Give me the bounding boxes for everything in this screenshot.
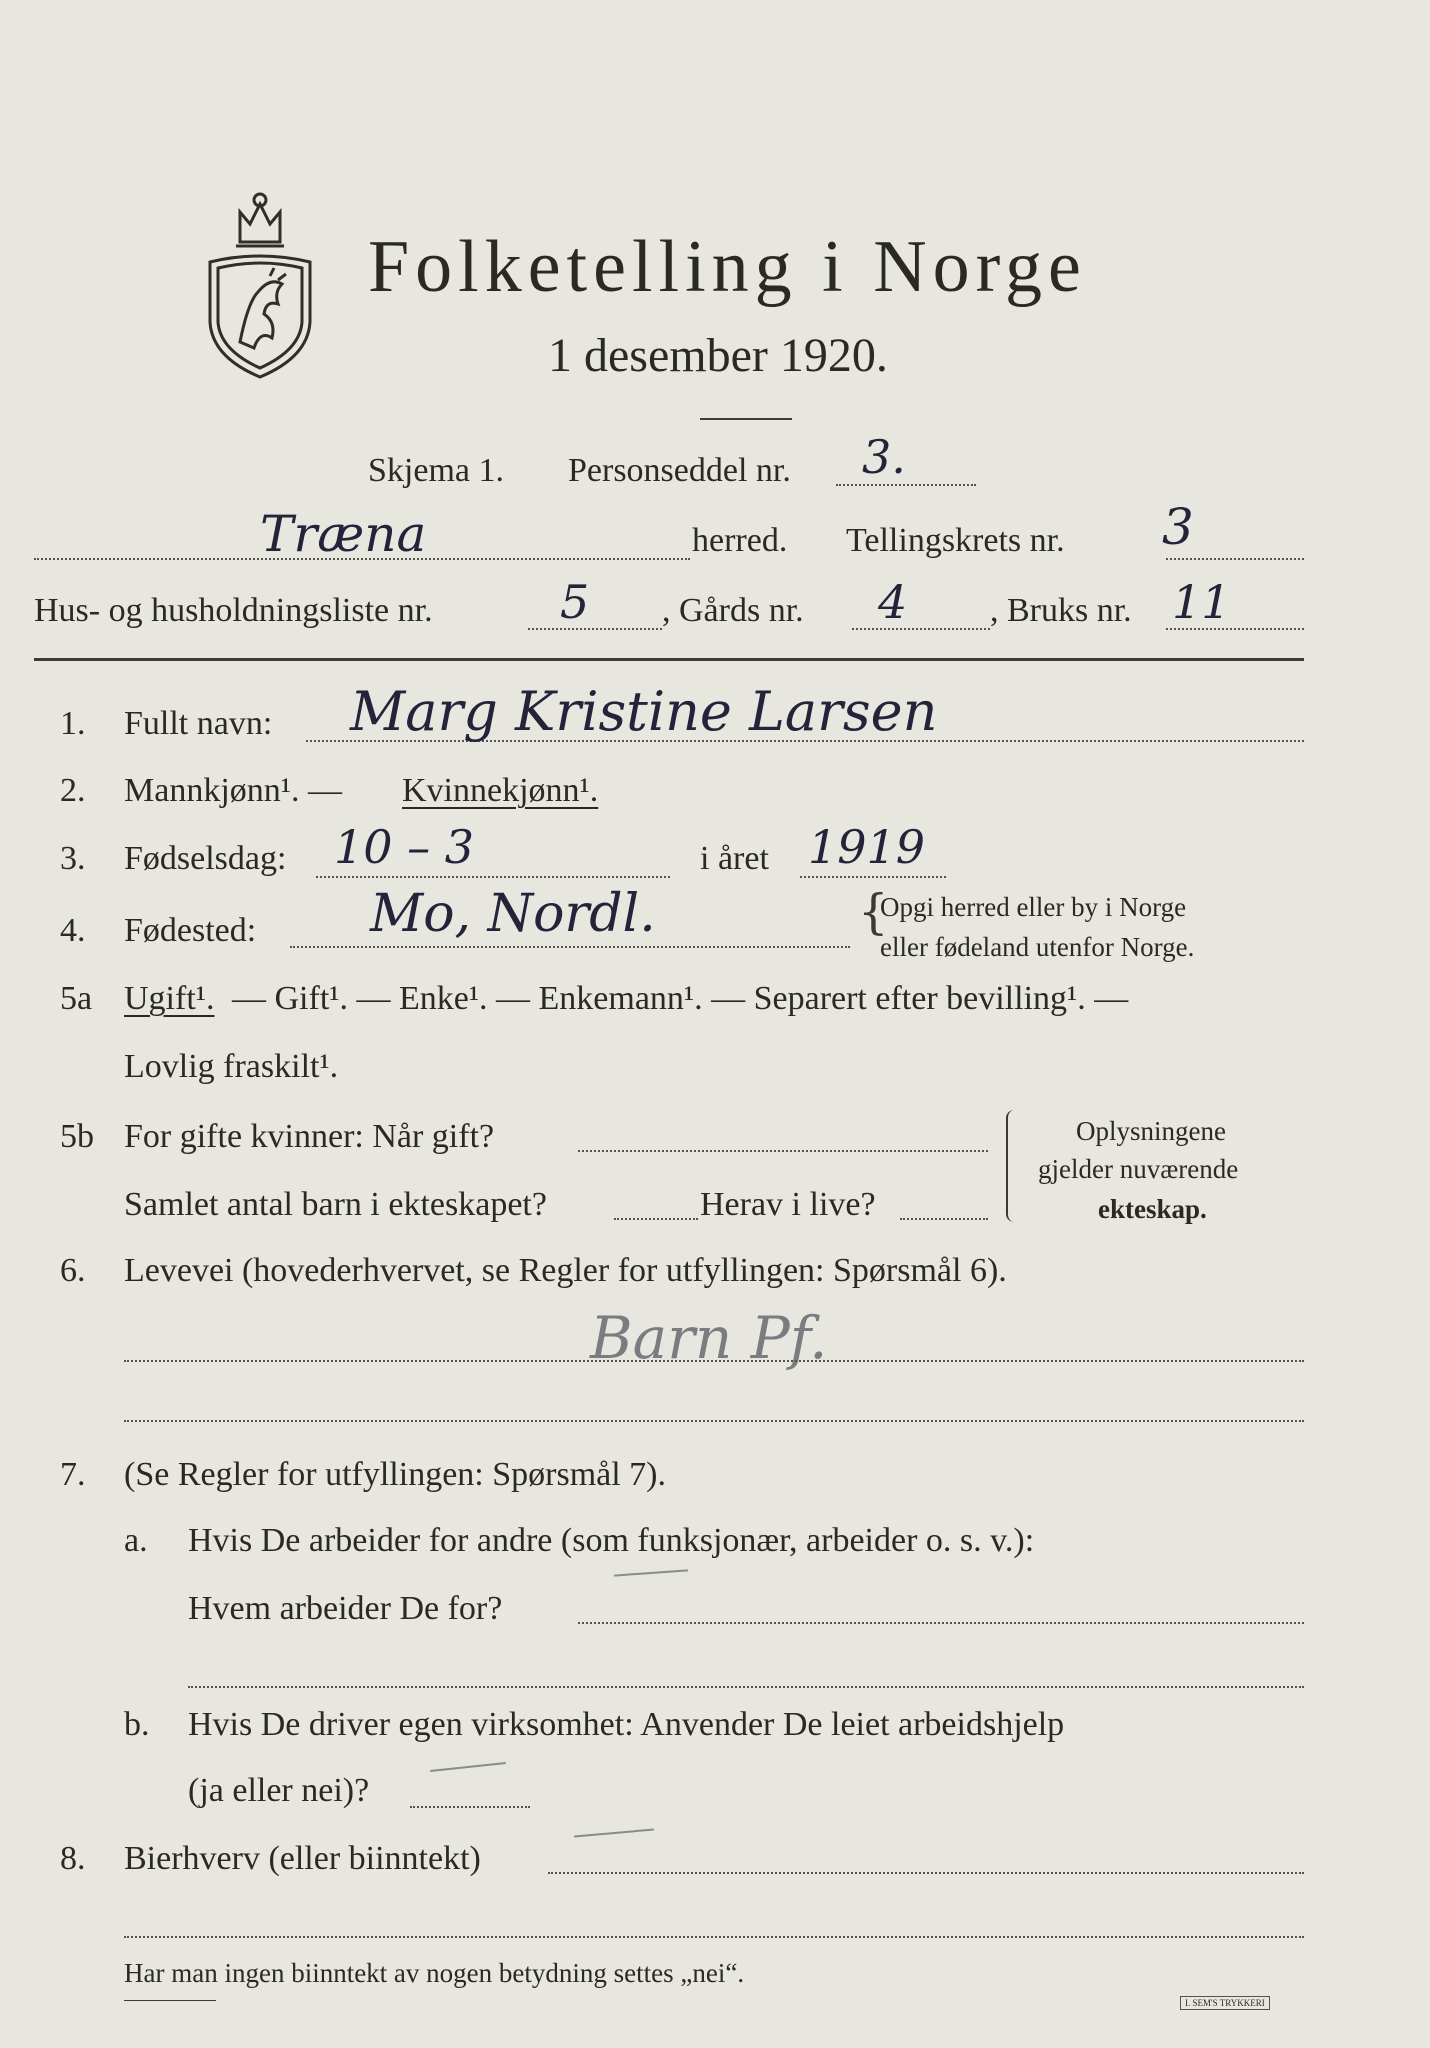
q6-line-2 bbox=[124, 1420, 1304, 1422]
bruks-value[interactable]: 11 bbox=[1172, 575, 1231, 629]
q3-label: Fødselsdag: bbox=[124, 840, 287, 877]
q4-note-2: eller fødeland utenfor Norge. bbox=[880, 932, 1195, 962]
skjema-label: Skjema 1. bbox=[368, 452, 504, 489]
q4-number: 4. bbox=[60, 912, 86, 949]
occupation-value[interactable]: Barn Pf. bbox=[590, 1304, 828, 1372]
q4-line bbox=[290, 946, 850, 948]
q7b-dash-mark bbox=[430, 1762, 506, 1772]
q5a-number: 5a bbox=[60, 980, 93, 1017]
herred-label: herred. bbox=[692, 522, 788, 559]
q7a-dash-mark bbox=[614, 1569, 688, 1576]
hus-value[interactable]: 5 bbox=[560, 575, 590, 629]
birthday-value[interactable]: 10 – 3 bbox=[334, 820, 475, 874]
gards-label: , Gårds nr. bbox=[662, 592, 804, 629]
q7-label: (Se Regler for utfyllingen: Spørsmål 7). bbox=[124, 1456, 667, 1493]
q5b-bracket bbox=[1006, 1110, 1022, 1222]
q6-line-1 bbox=[124, 1360, 1304, 1362]
hus-label: Hus- og husholdningsliste nr. bbox=[34, 592, 433, 629]
q5b-label-3: Herav i live? bbox=[700, 1186, 876, 1223]
footer-rule bbox=[124, 2000, 216, 2001]
printer-mark: I. SEM'S TRYKKERI bbox=[1180, 1996, 1270, 2010]
q7a-letter: a. bbox=[124, 1522, 148, 1559]
q8-dash-mark bbox=[574, 1829, 654, 1838]
q4-note-1: Opgi herred eller by i Norge bbox=[880, 892, 1187, 922]
personseddel-label: Personseddel nr. bbox=[568, 452, 791, 489]
q5b-number: 5b bbox=[60, 1118, 94, 1155]
q3-line bbox=[316, 876, 670, 878]
personseddel-value[interactable]: 3. bbox=[862, 430, 906, 484]
personseddel-line bbox=[836, 484, 976, 486]
q5b-note-1: Oplysningene bbox=[1076, 1116, 1226, 1146]
marital-options[interactable]: — Gift¹. — Enke¹. — Enkemann¹. — Separert efter bevilling¹. — bbox=[232, 980, 1129, 1017]
q5b-line-3 bbox=[900, 1218, 988, 1220]
q7b-text: Hvis De driver egen virksomhet: Anvender De leiet arbeidshjelp bbox=[188, 1706, 1065, 1743]
male-option[interactable]: Mannkjønn¹. — bbox=[124, 772, 342, 809]
tellingskrets-label: Tellingskrets nr. bbox=[846, 522, 1065, 559]
q8-line bbox=[548, 1872, 1304, 1874]
gards-line bbox=[852, 628, 990, 630]
q5b-line-2 bbox=[614, 1218, 698, 1220]
q7b-line bbox=[410, 1806, 530, 1808]
title-divider bbox=[700, 418, 792, 420]
q5b-label-2: Samlet antal barn i ekteskapet? bbox=[124, 1186, 547, 1223]
q1-number: 1. bbox=[60, 705, 86, 742]
coat-of-arms-icon bbox=[200, 172, 320, 382]
q3-year-label: i året bbox=[700, 840, 769, 877]
tellingskrets-line bbox=[1166, 558, 1304, 560]
q7b-letter: b. bbox=[124, 1706, 150, 1743]
q3-year-line bbox=[800, 876, 946, 878]
q7-number: 7. bbox=[60, 1456, 86, 1493]
q8-number: 8. bbox=[60, 1840, 86, 1877]
footer-note: Har man ingen biinntekt av nogen betydning settes „nei“. bbox=[124, 1958, 745, 1988]
ugift-option[interactable]: Ugift¹. bbox=[124, 980, 215, 1017]
q5b-note-3: ekteskap. bbox=[1098, 1194, 1207, 1224]
q5b-label-1: For gifte kvinner: Når gift? bbox=[124, 1118, 495, 1155]
header-divider bbox=[34, 658, 1304, 661]
q6-label: Levevei (hovederhvervet, se Regler for utfyllingen: Spørsmål 6). bbox=[124, 1252, 1007, 1289]
q5b-note-2: gjelder nuværende bbox=[1038, 1154, 1239, 1184]
tellingskrets-value[interactable]: 3 bbox=[1162, 498, 1194, 556]
female-option[interactable]: Kvinnekjønn¹. bbox=[402, 772, 599, 809]
birth-year-value[interactable]: 1919 bbox=[808, 820, 926, 874]
q4-label: Fødested: bbox=[124, 912, 257, 949]
q1-label: Fullt navn: bbox=[124, 705, 273, 742]
q7a-text-2: Hvem arbeider De for? bbox=[188, 1590, 503, 1627]
census-date: 1 desember 1920. bbox=[548, 329, 888, 382]
hus-line bbox=[528, 628, 662, 630]
q7b-text-2: (ja eller nei)? bbox=[188, 1772, 370, 1809]
q7a-line-2 bbox=[188, 1686, 1304, 1688]
q3-number: 3. bbox=[60, 840, 86, 877]
herred-value[interactable]: Træna bbox=[260, 505, 427, 563]
gards-value[interactable]: 4 bbox=[878, 575, 908, 629]
q8-line-2 bbox=[124, 1936, 1304, 1938]
q4-brace: { bbox=[858, 884, 889, 940]
bruks-label: , Bruks nr. bbox=[990, 592, 1132, 629]
q7a-line bbox=[578, 1622, 1304, 1624]
q2-number: 2. bbox=[60, 772, 86, 809]
form-title: Folketelling i Norge bbox=[368, 226, 1087, 308]
birthplace-value[interactable]: Mo, Nordl. bbox=[370, 884, 656, 944]
q5b-line-1 bbox=[578, 1150, 988, 1152]
full-name-value[interactable]: Marg Kristine Larsen bbox=[350, 680, 938, 743]
q6-number: 6. bbox=[60, 1252, 86, 1289]
fraskilt-option[interactable]: Lovlig fraskilt¹. bbox=[124, 1048, 339, 1085]
q7a-text: Hvis De arbeider for andre (som funksjonær, arbeider o. s. v.): bbox=[188, 1522, 1035, 1559]
q8-label: Bierhverv (eller biinntekt) bbox=[124, 1840, 481, 1877]
